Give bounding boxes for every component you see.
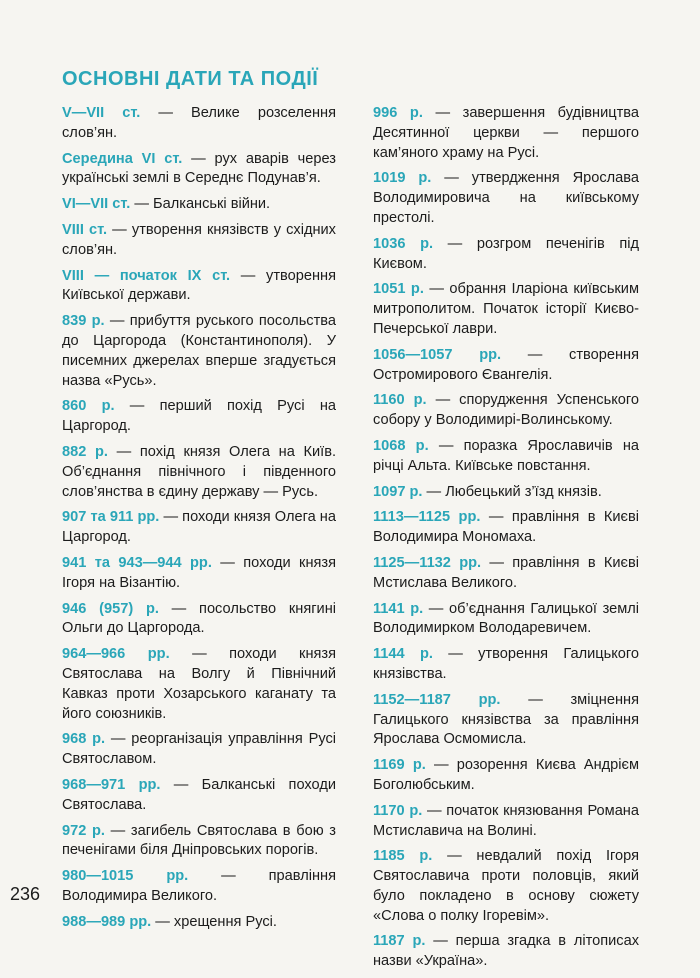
entry-date: 968 р. [62, 731, 106, 748]
timeline-entry [62, 730, 336, 770]
timeline-entry [62, 195, 336, 215]
timeline-entry [373, 691, 639, 750]
entry-text: — реорганізація управління Русі Святославом. [62, 731, 336, 768]
entry-date: VIII — початок IX ст. [62, 267, 231, 284]
entry-date: 1097 р. [373, 483, 423, 500]
entry-text: — розгром печенігів під Києвом. [373, 235, 639, 272]
timeline-entry [373, 483, 639, 503]
entry-date: 907 та 911 рр. [62, 509, 160, 526]
timeline-entry [62, 867, 336, 907]
timeline-entry [62, 267, 336, 307]
entry-date: 964—966 рр. [62, 646, 170, 663]
entry-text: — посольство княгині Ольги до Царгорода. [62, 600, 337, 637]
entry-date: 1036 р. [373, 235, 434, 252]
right-column [373, 104, 639, 978]
entry-date: 988—989 рр. [62, 913, 152, 930]
timeline-entry [62, 221, 336, 261]
timeline-entry [62, 645, 336, 724]
entry-text: — хрещення Русі. [151, 913, 277, 930]
entry-date: 839 р. [62, 313, 105, 330]
entry-date: 1051 р. [373, 281, 424, 298]
timeline-entry [373, 756, 639, 796]
entry-text: — Любецький з’їзд князів. [422, 483, 602, 500]
entry-date: 1160 р. [373, 392, 427, 409]
entry-date: 1152—1187 рр. [373, 691, 501, 708]
entry-text: — походи князя Олега на Царгород. [62, 509, 336, 546]
timeline-entry [62, 822, 336, 862]
entry-text: — перша згадка в літописах назви «Україна». [373, 933, 639, 970]
entry-text: — походи князя Святослава на Волгу й Північний Кавказ проти Хозарського каганату та його союзників. [62, 646, 336, 722]
entry-text: — Балканські війни. [130, 196, 271, 213]
entry-date: 1141 р. [373, 600, 424, 617]
entry-date: 1144 р. [373, 646, 433, 663]
timeline-entry [62, 913, 336, 933]
entry-date: V—VII ст. [62, 105, 141, 121]
entry-date: VI—VII ст. [62, 196, 131, 213]
entry-date: 1185 р. [373, 848, 433, 865]
timeline-entry [373, 169, 639, 228]
entry-text: — початок князювання Романа Мстиславича на Волині. [373, 802, 639, 839]
entry-date: 1169 р. [373, 757, 426, 774]
timeline-entry [62, 312, 336, 391]
timeline-entry [373, 645, 639, 685]
entry-text: — прибуття руського посольства до Царгорода (Константинополя). У писемних джерелах вперше згадується назва «Русь». [62, 313, 336, 389]
timeline-entry [373, 802, 639, 842]
entry-date: 1113—1125 рр. [373, 509, 481, 526]
timeline-entry [62, 150, 336, 190]
entry-text: — утворення Київської держави. [62, 267, 336, 304]
timeline-entry [373, 508, 639, 548]
timeline-entry [373, 391, 639, 431]
timeline-entry [373, 104, 639, 163]
page-title: ОСНОВНІ ДАТИ ТА ПОДІЇ [62, 68, 319, 90]
entry-text: — правління в Києві Мстислава Великого. [373, 554, 639, 591]
entry-text: — розорення Києва Андрієм Боголюбським. [373, 757, 640, 793]
entry-date: 1056—1057 рр. [373, 346, 502, 363]
timeline-entry [62, 776, 336, 816]
entry-date: 941 та 943—944 рр. [62, 554, 212, 571]
entry-date: 972 р. [62, 822, 105, 839]
entry-date: 946 (957) р. [62, 600, 159, 617]
timeline-entry [62, 554, 336, 594]
entry-date: VIII ст. [62, 221, 108, 238]
entry-date: 968—971 рр. [62, 776, 161, 793]
entry-text: — перший похід Русі на Царгород. [62, 398, 336, 435]
entry-date: Середина VI ст. [62, 150, 183, 167]
entry-text: — Велике розселення слов’ян. [62, 105, 337, 141]
entry-text: — загибель Святослава в бою з печенігами біля Дніпровських порогів. [62, 822, 336, 859]
entry-date: 1068 р. [373, 437, 429, 454]
timeline-entry [62, 397, 336, 437]
entry-text: — зміцнення Галицького князівства за правління Ярослава Осмомисла. [373, 691, 639, 748]
timeline-entry [373, 600, 639, 640]
timeline-entry [373, 847, 639, 926]
entry-text: — рух аварів через українські землі в Середнє Подунав’я. [62, 150, 336, 187]
timeline-entry [373, 346, 639, 386]
entry-text: — похід князя Олега на Київ. Об’єднання північного і південного слов’янства в єдину державу — Русь. [62, 443, 337, 500]
entry-date: 1170 р. [373, 802, 423, 819]
entry-date: 1019 р. [373, 170, 432, 187]
left-column [62, 104, 336, 938]
timeline-entry [373, 932, 639, 972]
timeline-entry [373, 235, 639, 275]
entry-date: 996 р. [373, 105, 423, 121]
page-number: 236 [10, 884, 41, 904]
timeline-entry [373, 554, 639, 594]
timeline-entry [62, 104, 336, 144]
timeline-entry [373, 437, 639, 477]
entry-text: — правління в Києві Володимира Мономаха. [373, 509, 639, 546]
entry-date: 980—1015 рр. [62, 868, 189, 885]
entry-text: — завершення будівництва Десятинної церкви — першого кам’яного храму на Русі. [373, 105, 639, 161]
entry-date: 860 р. [62, 398, 115, 415]
timeline-entry [62, 600, 336, 640]
timeline-entry [62, 508, 336, 548]
timeline-entry [373, 280, 639, 339]
entry-text: — спорудження Успенського собору у Володимирі-Волинському. [373, 392, 639, 429]
entry-date: 1125—1132 рр. [373, 554, 482, 571]
entry-date: 1187 р. [373, 933, 426, 950]
entry-text: — об’єднання Галицької землі Володимирком Володаревичем. [373, 600, 640, 637]
entry-text: — утворення Галицького князівства. [373, 646, 639, 682]
entry-text: — Балканські походи Святослава. [62, 776, 336, 813]
entry-text: — утворення князівств у східних слов’ян. [62, 221, 336, 258]
entry-text: — походи князя Ігоря на Візантію. [62, 554, 337, 591]
entry-text: — поразка Ярославичів на річці Альта. Київське повстання. [373, 437, 639, 474]
entry-text: — обрання Іларіона київським митрополитом. Початок історії Києво-Печерської лаври. [373, 281, 639, 337]
entry-text: — утвердження Ярослава Володимировича на київському престолі. [373, 170, 639, 226]
entry-date: 882 р. [62, 443, 108, 460]
entry-text: — невдалий похід Ігоря Святославича проти половців, який було покладено в основу сюжету «Слова о полку Ігоревім». [373, 848, 639, 924]
entry-text: — правління Володимира Великого. [62, 868, 336, 904]
timeline-entry [62, 443, 336, 502]
entry-text: — створення Остромирового Євангелія. [373, 346, 639, 383]
